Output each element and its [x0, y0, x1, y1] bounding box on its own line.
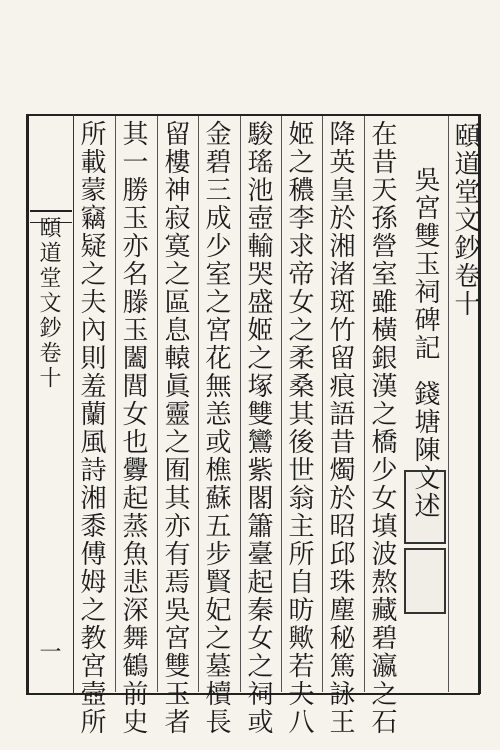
- body-column-1: 在昔天孫營室雖橫銀漢之橋少女填波熬藏碧瀛之石: [367, 120, 397, 736]
- body-column-8: 所載蒙竊疑之夫內則羞蘭風詩湘黍傅姆之教宮壼所: [76, 120, 106, 736]
- body-column-2: 降英皇於湘渚斑竹留痕語昔燭於昭邱珠塵秘篤詠王: [325, 120, 355, 736]
- column-rule: [240, 116, 241, 692]
- column-rule: [198, 116, 199, 692]
- essay-heading: 吳宮雙玉祠碑記: [410, 166, 440, 362]
- volume-title: 頤道堂文鈔卷十: [450, 122, 480, 318]
- body-column-7: 其一勝玉亦名滕玉闔閭女也釁起蒸魚悲深舞鶴前史: [118, 120, 148, 736]
- column-rule: [364, 116, 365, 692]
- column-rule: [157, 116, 158, 692]
- frame-top-border: [26, 114, 480, 116]
- column-rule: [322, 116, 323, 692]
- body-column-5: 金碧三成少室之宮花無恙或樵蘇五步賢妃之墓櫝長: [201, 120, 231, 736]
- center-fold-band: [29, 114, 74, 694]
- column-rule: [281, 116, 282, 692]
- body-column-6: 留樓神寂寞之區息轅眞靈之囿其亦有焉吳宮雙玉者: [160, 120, 190, 736]
- body-column-4: 駿瑤池壺輸哭盛姬之塚雙鸞紫閣簫臺起秦女之祠或: [243, 120, 273, 736]
- column-rule: [115, 116, 116, 692]
- body-column-3: 姬之穠李求帝女之柔桑其後世翁主所自昉歟若夫八: [284, 120, 314, 736]
- collector-seal: [404, 548, 446, 614]
- spine-title: 頤道堂文鈔卷十: [36, 216, 61, 391]
- essay-author: 錢塘陳文述: [410, 380, 440, 520]
- column-rule: [448, 116, 449, 692]
- spine-page-number: 一: [36, 640, 61, 665]
- collector-seal: [404, 470, 446, 544]
